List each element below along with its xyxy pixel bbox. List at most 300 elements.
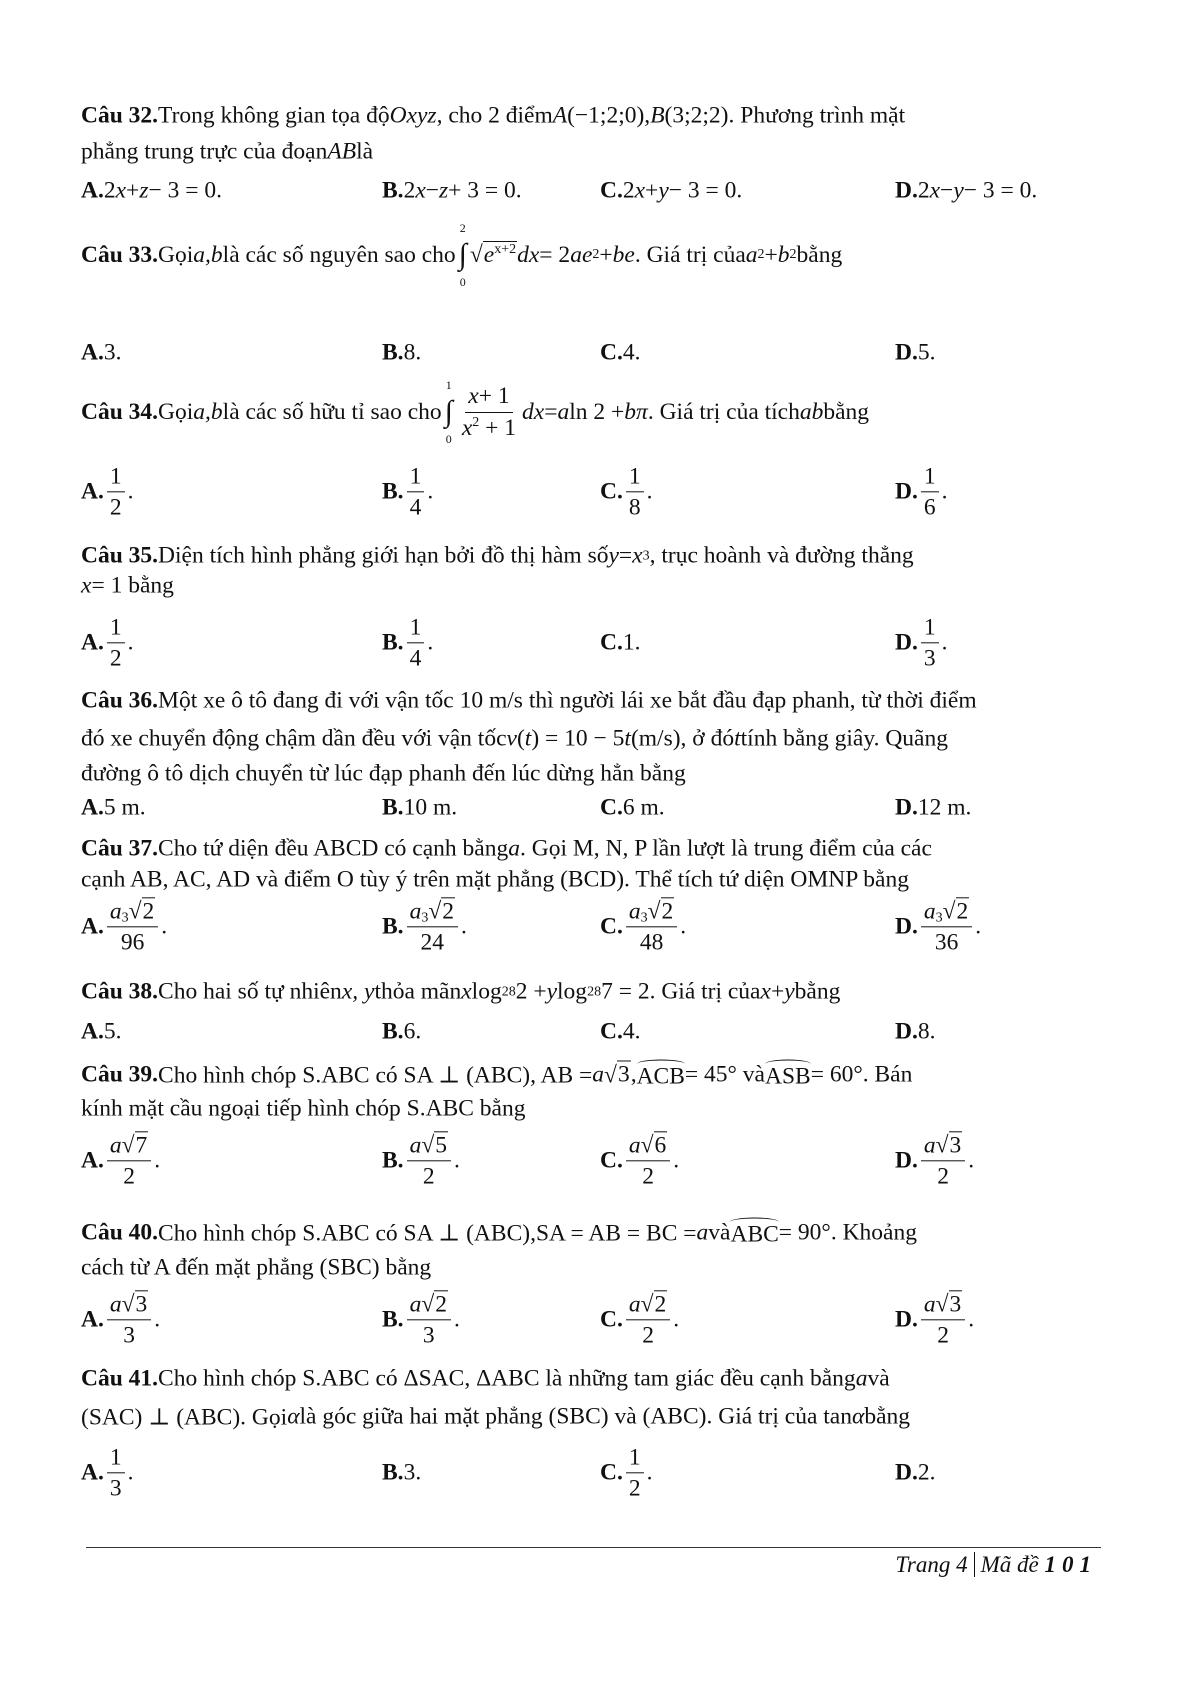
text-run: 1 [628, 463, 641, 490]
answer-option-d[interactable] [895, 897, 981, 956]
answer-option-c[interactable] [600, 340, 640, 367]
answer-option-c[interactable] [600, 897, 686, 956]
math-variable: a [109, 1291, 122, 1318]
text-run: + [645, 177, 659, 204]
numerator [407, 1290, 451, 1320]
option-letter: D. [895, 629, 918, 656]
math-variable: x [929, 177, 941, 204]
fraction [626, 462, 644, 521]
radicand [135, 1290, 149, 1318]
math-variable: t [734, 725, 741, 752]
numerator [107, 1290, 151, 1320]
text-run: = [618, 542, 633, 569]
square-root [129, 897, 156, 925]
radical-sign: √ [647, 898, 661, 925]
text-run: . [154, 1306, 161, 1333]
answer-option-c[interactable] [600, 178, 742, 205]
fraction [921, 613, 939, 672]
answer-option-d[interactable] [895, 613, 947, 672]
option-letter: A. [81, 1147, 104, 1174]
integral-sign: ∫ [458, 238, 467, 271]
square-root [604, 1061, 631, 1089]
square-root [936, 1290, 963, 1318]
answer-option-b[interactable] [382, 178, 522, 205]
answer-option-b[interactable] [382, 340, 421, 367]
answer-option-b[interactable] [382, 1019, 421, 1046]
text-run: 4. [622, 1018, 641, 1045]
text-run: . [646, 478, 653, 505]
answer-option-a[interactable] [81, 1131, 160, 1190]
fraction [921, 462, 939, 521]
question-35-line [81, 573, 174, 600]
math-variable: a,b [193, 241, 223, 268]
answer-option-b[interactable] [382, 1131, 460, 1190]
superscript: 3 [640, 910, 648, 926]
math-variable: ae [570, 241, 593, 268]
angle-notation: ASB [765, 1060, 811, 1091]
denominator [459, 413, 519, 442]
math-variable: x [415, 177, 426, 204]
text-run: 5. [103, 1018, 122, 1045]
text-run: . [427, 629, 434, 656]
radical-sign: √ [121, 1291, 135, 1318]
math-variable: a,b [193, 398, 223, 425]
option-letter: A. [81, 913, 104, 940]
text-run: và [708, 1219, 731, 1246]
text-run: 2 [142, 898, 155, 925]
fraction [459, 382, 519, 441]
denominator [626, 493, 644, 522]
option-letter: B. [382, 629, 404, 656]
option-letter: A. [81, 478, 104, 505]
text-run: (3;2;2). Phương trình mặt [664, 102, 906, 129]
denominator [639, 1321, 657, 1350]
radical-sign: √ [640, 1291, 654, 1318]
text-run: 6. [403, 1018, 422, 1045]
text-run: 12 m. [917, 794, 972, 821]
math-variable: b [777, 241, 790, 268]
answer-option-a[interactable] [81, 1443, 133, 1502]
text-run: Gọi [158, 398, 194, 425]
denominator [420, 1162, 438, 1191]
text-run: 2 [956, 898, 969, 925]
radical-sign: √ [421, 1291, 435, 1318]
question-label: Câu 34. [81, 398, 159, 425]
numerator [107, 1443, 125, 1473]
text-run: − 3 = 0. [963, 177, 1038, 204]
denominator [107, 644, 125, 673]
superscript: 3 [935, 910, 943, 926]
fraction [107, 1131, 151, 1190]
text-run: 10 m. [403, 794, 458, 821]
answer-option-b[interactable] [382, 613, 433, 672]
text-run: . [161, 913, 168, 940]
answer-option-c[interactable] [600, 630, 640, 657]
text-run: , [630, 1061, 637, 1088]
math-variable: x, y [341, 978, 375, 1005]
text-run: 1 [109, 614, 122, 641]
denominator [118, 928, 148, 957]
text-run: (SAC) ⊥ (ABC). Gọi [81, 1404, 288, 1431]
numerator [626, 1443, 644, 1473]
footer-separator [974, 1552, 975, 1577]
text-run: 2 [422, 1163, 435, 1190]
text-run: 1 [109, 1444, 122, 1471]
text-run: 6 [923, 494, 936, 521]
math-variable: y [546, 978, 558, 1005]
integral [459, 221, 467, 289]
radicand [434, 1131, 448, 1159]
radical-sign: √ [128, 898, 142, 925]
radicand [441, 897, 455, 925]
text-run: 1 [923, 614, 936, 641]
option-letter: C. [600, 629, 623, 656]
text-run: 2 [937, 1322, 949, 1349]
text-run: Trong không gian tọa độ [158, 102, 390, 129]
radical-sign: √ [604, 1062, 617, 1088]
answer-option-c[interactable] [600, 1290, 679, 1349]
text-run: kính mặt cầu ngoại tiếp hình chóp S.ABC bằng [81, 1095, 526, 1122]
answer-option-d[interactable] [895, 1019, 935, 1046]
answer-option-d[interactable] [895, 1460, 935, 1487]
answer-option-d[interactable] [895, 462, 947, 521]
fraction [626, 1131, 670, 1190]
text-run: 2 [403, 177, 416, 204]
question-label: Câu 38. [81, 978, 159, 1005]
denominator [407, 644, 425, 673]
option-letter: D. [895, 913, 918, 940]
text-run: 3 [135, 1291, 148, 1318]
option-letter: B. [382, 1459, 404, 1486]
math-variable: x [632, 542, 643, 569]
option-letter: D. [895, 478, 918, 505]
text-run: 2 [622, 177, 635, 204]
text-run: 4 [409, 645, 422, 672]
text-run: 8 [628, 494, 641, 521]
answer-option-d[interactable] [895, 795, 971, 822]
option-letter: B. [382, 913, 404, 940]
numerator [921, 462, 939, 492]
question-36-line [81, 761, 686, 788]
text-run: 6 [654, 1132, 667, 1159]
text-run: 1. [622, 629, 641, 656]
radical-sign: √ [121, 1132, 135, 1159]
math-variable: a [628, 1291, 641, 1318]
numerator [107, 462, 125, 492]
math-variable: AB [327, 138, 357, 165]
math-variable: ab [799, 398, 824, 425]
text-run: 2 [435, 1291, 447, 1318]
text-run: . [673, 1306, 680, 1333]
answer-option-c[interactable] [600, 795, 665, 822]
answer-option-a[interactable] [81, 340, 121, 367]
text-run: − 3 = 0. [668, 177, 743, 204]
text-run: là góc giữa hai mặt phẳng (SBC) và (ABC). Giá trị của tan [299, 1403, 852, 1430]
answer-option-c[interactable] [600, 462, 652, 521]
text-run: . [673, 1147, 680, 1174]
text-run: . Giá trị của tích [647, 398, 800, 425]
question-label: Câu 37. [81, 835, 159, 862]
math-variable: a [557, 398, 570, 425]
text-run: + [764, 241, 778, 268]
subscript: 28 [587, 984, 602, 999]
text-run: , cho 2 điểm [436, 102, 553, 129]
text-run: 3 [923, 645, 936, 672]
fraction [921, 1290, 965, 1349]
math-variable: a [409, 1132, 422, 1159]
text-run: 1 [409, 463, 422, 490]
numerator [626, 1290, 670, 1320]
option-letter: B. [382, 339, 404, 366]
question-40-line [81, 1218, 917, 1249]
text-run: . [646, 1459, 653, 1486]
math-variable: e [483, 241, 495, 268]
math-variable: a [696, 1219, 709, 1246]
square-root [421, 1290, 448, 1318]
text-run: 2 [661, 898, 674, 925]
option-letter: D. [895, 177, 918, 204]
text-run: . Giá trị của [634, 241, 746, 268]
answer-option-a[interactable] [81, 897, 167, 956]
text-run: . [941, 478, 948, 505]
answer-option-c[interactable] [600, 1131, 679, 1190]
option-letter: B. [382, 478, 404, 505]
math-variable: a [508, 835, 520, 862]
math-variable: y [608, 542, 619, 569]
numerator [921, 1290, 965, 1320]
text-run: 2 [103, 177, 116, 204]
text-run: Gọi [158, 241, 194, 268]
text-run: là các số hữu tỉ sao cho [222, 398, 442, 425]
answer-option-c[interactable] [600, 1019, 640, 1046]
text-run: . [968, 1147, 975, 1174]
integral-sign: ∫ [444, 395, 453, 428]
answer-option-a[interactable] [81, 178, 222, 205]
option-letter: B. [382, 1018, 404, 1045]
fraction [107, 613, 125, 672]
answer-option-d[interactable] [895, 1290, 974, 1349]
text-run: 3 [109, 1475, 122, 1502]
question-label: Câu 36. [81, 687, 159, 714]
superscript: 3 [421, 910, 429, 926]
fraction [407, 462, 425, 521]
text-run: (m/s), ở đó [630, 725, 735, 752]
math-variable: A [552, 102, 568, 129]
square-root [122, 1131, 149, 1159]
upper-limit: 1 [445, 378, 452, 392]
math-variable: a [923, 898, 936, 925]
question-38-line [81, 979, 840, 1006]
answer-option-a[interactable] [81, 1019, 121, 1046]
question-41-line [81, 1366, 890, 1393]
math-variable: a [409, 898, 422, 925]
option-letter: A. [81, 794, 104, 821]
text-run: bằng [864, 1403, 911, 1430]
angle-notation: ABC [730, 1218, 778, 1249]
text-run: 1 [109, 463, 122, 490]
numerator [407, 1131, 451, 1161]
option-letter: B. [382, 177, 404, 204]
denominator [420, 1321, 438, 1350]
text-run: 1 [628, 1444, 641, 1471]
numerator [465, 382, 512, 412]
text-run: . Gọi M, N, P lần lượt là trung điểm của các [519, 835, 932, 862]
text-run: 2 [628, 1475, 641, 1502]
text-run: = 60°. Bán [810, 1061, 913, 1088]
math-variable: x [468, 383, 479, 410]
fraction [107, 1443, 125, 1502]
text-run: bằng [796, 241, 843, 268]
answer-option-d[interactable] [895, 1131, 974, 1190]
upper-limit: 2 [459, 221, 466, 235]
option-letter: C. [600, 1459, 623, 1486]
text-run: và [867, 1365, 890, 1392]
text-run: log [557, 978, 588, 1005]
text-run: 24 [420, 929, 445, 956]
integral [445, 378, 453, 446]
text-run: 2 [917, 177, 930, 204]
answer-option-b[interactable] [382, 462, 433, 521]
text-run: 2 [642, 1163, 654, 1190]
math-variable: dx [522, 398, 545, 425]
square-root [470, 241, 517, 269]
text-run: 5 [435, 1132, 447, 1159]
math-variable: α [287, 1403, 300, 1430]
option-letter: A. [81, 1459, 104, 1486]
radicand [142, 897, 156, 925]
question-34-line [81, 378, 869, 446]
square-root [421, 1131, 448, 1159]
denominator [120, 1321, 138, 1350]
text-run: . [975, 913, 982, 940]
question-37-line [81, 867, 909, 894]
text-run: ( [516, 725, 525, 752]
superscript: 2 [592, 247, 600, 262]
fraction [407, 613, 425, 672]
fraction [626, 1290, 670, 1349]
subscript: 28 [501, 984, 516, 999]
text-run: 36 [934, 929, 959, 956]
question-39-line [81, 1060, 912, 1091]
square-root [122, 1290, 149, 1318]
option-letter: D. [895, 794, 918, 821]
text-run: 3. [403, 1459, 422, 1486]
denominator [637, 928, 667, 957]
option-letter: B. [382, 1147, 404, 1174]
math-variable: t [524, 725, 532, 752]
text-run: 2 [654, 1291, 667, 1318]
text-run: ) = 10 − 5 [531, 725, 625, 752]
text-run: 1 [923, 463, 936, 490]
radical-sign: √ [640, 1132, 654, 1159]
text-run: cạnh AB, AC, AD và điểm O tùy ý trên mặt phẳng (BCD). Thể tích tứ diện OMNP bằng [81, 866, 909, 893]
math-variable: α [851, 1403, 865, 1430]
radical-sign: √ [428, 898, 442, 925]
superscript: 2 [472, 414, 480, 430]
angle-notation: ACB [637, 1060, 685, 1091]
option-letter: D. [895, 1018, 918, 1045]
text-run: thỏa mãn [374, 978, 462, 1005]
option-letter: C. [600, 478, 623, 505]
text-run: 2. [917, 1459, 936, 1486]
math-variable: a [855, 1365, 868, 1392]
text-run: − 3 = 0. [148, 177, 222, 204]
question-label: Câu 39. [81, 1061, 159, 1088]
text-run: − [940, 177, 954, 204]
radicand [434, 1290, 448, 1318]
square-root [936, 1131, 963, 1159]
math-variable: be [612, 241, 635, 268]
page-footer [895, 1552, 1097, 1578]
text-run: . [154, 1147, 161, 1174]
text-run: 4. [622, 339, 641, 366]
text-run: là [356, 138, 374, 165]
math-variable: a [923, 1291, 936, 1318]
answer-option-b[interactable] [382, 1460, 421, 1487]
text-run: 2 [123, 1163, 135, 1190]
answer-option-c[interactable] [600, 1443, 652, 1502]
numerator [921, 1131, 965, 1161]
text-run: . [453, 1306, 460, 1333]
text-run: Cho hai số tự nhiên [158, 978, 342, 1005]
option-letter: A. [81, 177, 104, 204]
answer-option-a[interactable] [81, 462, 133, 521]
math-variable: Oxyz [389, 102, 437, 129]
square-root [648, 897, 675, 925]
text-run: . [127, 478, 134, 505]
numerator [626, 462, 644, 492]
numerator [407, 897, 458, 927]
option-letter: C. [600, 339, 623, 366]
text-run: Diện tích hình phẳng giới hạn bởi đồ thị hàm số [158, 542, 609, 569]
answer-option-a[interactable] [81, 795, 146, 822]
radicand [617, 1061, 631, 1089]
answer-option-b[interactable] [382, 1290, 460, 1349]
answer-option-d[interactable] [895, 340, 935, 367]
text-run: 96 [120, 929, 145, 956]
option-letter: C. [600, 177, 623, 204]
text-run: + [770, 978, 785, 1005]
text-run: Cho hình chóp S.ABC có SA ⊥ (ABC), AB = [158, 1062, 593, 1089]
option-letter: B. [382, 794, 404, 821]
option-letter: D. [895, 1147, 918, 1174]
denominator [107, 1474, 125, 1503]
question-37-line [81, 836, 932, 863]
radical-sign: √ [469, 242, 483, 268]
math-variable: y [953, 177, 964, 204]
denominator [407, 493, 425, 522]
denominator [418, 928, 448, 957]
answer-option-d[interactable] [895, 178, 1037, 205]
answer-option-b[interactable] [382, 795, 457, 822]
answer-option-a[interactable] [81, 613, 133, 672]
lower-limit: 0 [459, 275, 466, 289]
square-root [641, 1131, 668, 1159]
radical-sign: √ [935, 1132, 949, 1159]
answer-option-a[interactable] [81, 1290, 160, 1349]
denominator [932, 928, 962, 957]
option-letter: A. [81, 1018, 104, 1045]
answer-option-b[interactable] [382, 897, 467, 956]
text-run: . [680, 913, 687, 940]
question-36-line [81, 726, 948, 753]
numerator [107, 613, 125, 643]
math-variable: bπ [624, 398, 648, 425]
denominator [934, 1162, 952, 1191]
radical-sign: √ [942, 898, 956, 925]
footer-divider [86, 1547, 1101, 1548]
fraction [921, 897, 972, 956]
